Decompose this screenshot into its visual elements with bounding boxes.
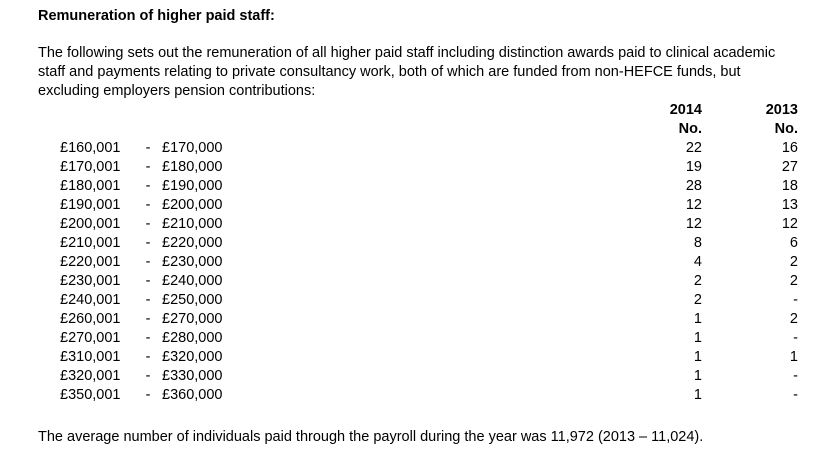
table-row [38, 234, 818, 253]
count-2014: 1 [693, 330, 702, 346]
table-row [38, 310, 818, 329]
table-row [38, 329, 818, 348]
band-separator: - [145, 273, 151, 289]
band-from: £180,001 [60, 178, 121, 194]
count-2013: 16 [781, 140, 798, 156]
document-page [38, 7, 818, 403]
band-from: £190,001 [60, 197, 121, 213]
band-from: £210,001 [60, 235, 121, 251]
table-row [38, 215, 818, 234]
band-from: £200,001 [60, 216, 121, 232]
count-2013: 6 [789, 235, 798, 251]
count-2014: 28 [685, 178, 702, 194]
table-row [38, 158, 818, 177]
band-to: £210,000 [162, 216, 223, 232]
band-from: £310,001 [60, 349, 121, 365]
band-separator: - [145, 178, 151, 194]
column-unit: No. [774, 121, 798, 137]
band-separator: - [145, 140, 151, 156]
count-2014: 12 [685, 197, 702, 213]
band-separator: - [145, 330, 151, 346]
band-from: £160,001 [60, 140, 121, 156]
count-2013: - [793, 387, 798, 403]
band-separator: - [145, 368, 151, 384]
band-from: £170,001 [60, 159, 121, 175]
band-separator: - [145, 216, 151, 232]
band-to: £250,000 [162, 292, 223, 308]
band-separator: - [145, 235, 151, 251]
table-row [38, 253, 818, 272]
table-body [38, 139, 818, 405]
table-row [38, 367, 818, 386]
count-2013: - [793, 368, 798, 384]
count-2013: 13 [781, 197, 798, 213]
count-2013: - [793, 330, 798, 346]
column-header-2013 [718, 101, 798, 139]
band-to: £330,000 [162, 368, 223, 384]
table-row [38, 291, 818, 310]
band-to: £170,000 [162, 140, 223, 156]
band-to: £230,000 [162, 254, 223, 270]
count-2013: 1 [789, 349, 798, 365]
count-2013: 27 [781, 159, 798, 175]
count-2014: 8 [693, 235, 702, 251]
count-2014: 19 [685, 159, 702, 175]
count-2013: 2 [789, 273, 798, 289]
count-2014: 1 [693, 349, 702, 365]
table-row [38, 272, 818, 291]
table-row [38, 177, 818, 196]
band-separator: - [145, 349, 151, 365]
count-2013: 2 [789, 254, 798, 270]
count-2014: 1 [693, 311, 702, 327]
table-row [38, 386, 818, 405]
band-to: £240,000 [162, 273, 223, 289]
band-separator: - [145, 387, 151, 403]
count-2014: 2 [693, 292, 702, 308]
column-year: 2013 [765, 102, 798, 118]
count-2013: - [793, 292, 798, 308]
column-unit: No. [678, 121, 702, 137]
band-from: £270,001 [60, 330, 121, 346]
band-separator: - [145, 254, 151, 270]
band-from: £230,001 [60, 273, 121, 289]
table-row [38, 139, 818, 158]
count-2014: 2 [693, 273, 702, 289]
band-from: £320,001 [60, 368, 121, 384]
band-separator: - [145, 292, 151, 308]
band-to: £320,000 [162, 349, 223, 365]
table-row [38, 348, 818, 367]
band-to: £190,000 [162, 178, 223, 194]
band-to: £270,000 [162, 311, 223, 327]
count-2014: 4 [693, 254, 702, 270]
band-to: £360,000 [162, 387, 223, 403]
band-separator: - [145, 197, 151, 213]
band-to: £220,000 [162, 235, 223, 251]
band-to: £200,000 [162, 197, 223, 213]
band-to: £280,000 [162, 330, 223, 346]
count-2014: 1 [693, 387, 702, 403]
count-2013: 12 [781, 216, 798, 232]
section-heading: Remuneration of higher paid staff: [38, 8, 275, 24]
count-2013: 2 [789, 311, 798, 327]
band-from: £220,001 [60, 254, 121, 270]
column-header-2014 [618, 101, 702, 139]
count-2014: 22 [685, 140, 702, 156]
band-separator: - [145, 159, 151, 175]
footer-paragraph: The average number of individuals paid through the payroll during the year was 11,972 (2013 – 11,024). [38, 429, 704, 445]
count-2014: 1 [693, 368, 702, 384]
table-row [38, 196, 818, 215]
column-year: 2014 [669, 102, 702, 118]
intro-paragraph: The following sets out the remuneration of all higher paid staff including distinction awards paid to clinical academic staff and payments relating to private consultancy work, both of which are funded from non-HEFCE funds, but excluding employers pension contributions: [38, 45, 776, 99]
count-2014: 12 [685, 216, 702, 232]
band-separator: - [145, 311, 151, 327]
band-from: £240,001 [60, 292, 121, 308]
band-from: £260,001 [60, 311, 121, 327]
band-to: £180,000 [162, 159, 223, 175]
band-from: £350,001 [60, 387, 121, 403]
count-2013: 18 [781, 178, 798, 194]
